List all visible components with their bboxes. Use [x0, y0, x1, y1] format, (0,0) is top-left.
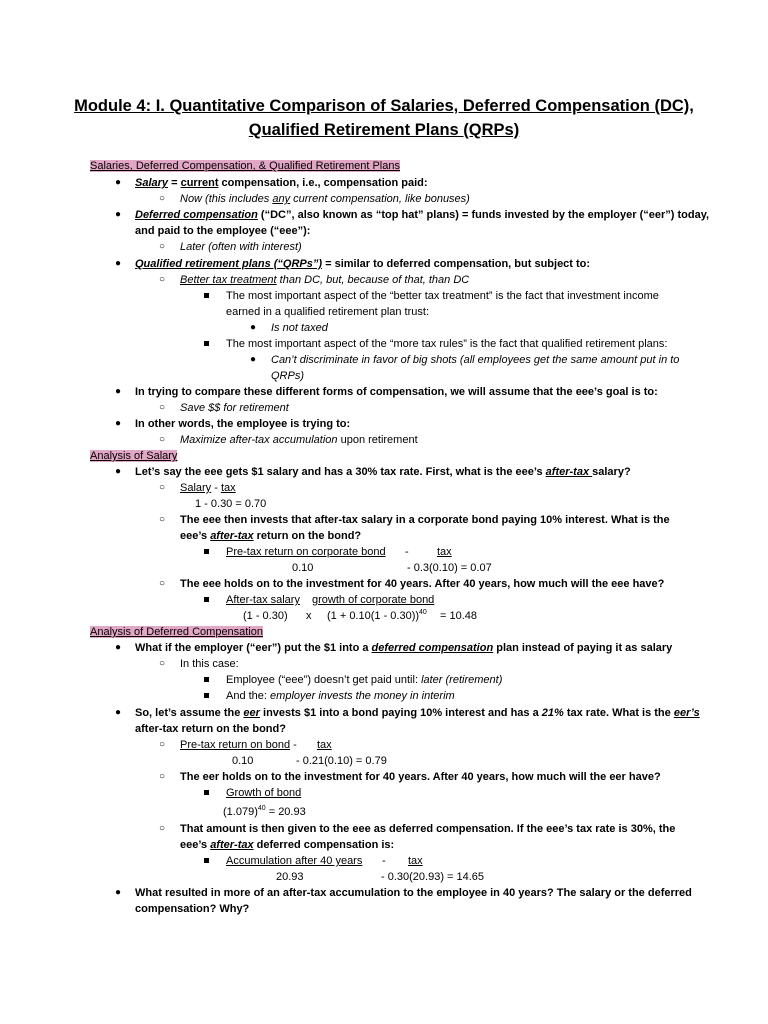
list-item-continuation: compensation? Why? [135, 903, 250, 915]
calculation: 0.10 [232, 755, 254, 767]
bullet-circle: ○ [159, 274, 166, 285]
section-heading: Salaries, Deferred Compensation, & Qualified Retirement Plans [90, 160, 400, 172]
list-item-continuation: after-tax return on the bond? [135, 723, 286, 735]
bullet-square [204, 790, 209, 795]
list-item: Salary = current compensation, i.e., compensation paid: [135, 177, 428, 189]
list-item-continuation: eee’s after-tax deferred compensation is: [180, 839, 395, 851]
bullet-dot: ● [115, 177, 122, 188]
list-item: What resulted in more of an after-tax accumulation to the employee in 40 years? The salary or the deferred [135, 887, 692, 899]
list-item: Accumulation after 40 years [226, 855, 363, 867]
list-item: And the: employer invests the money in interim [226, 690, 455, 702]
list-item: Later (often with interest) [180, 241, 302, 253]
title-line-2: Qualified Retirement Plans (QRPs) [248, 121, 520, 139]
calculation: 1 - 0.30 = 0.70 [195, 498, 267, 510]
bullet-dot: ● [250, 322, 257, 333]
calculation: (1 - 0.30) [243, 610, 288, 622]
list-item: Can’t discriminate in favor of big shots (all employees get the same amount put in to [271, 354, 680, 366]
list-item: That amount is then given to the eee as deferred compensation. If the eee’s tax rate is 30%, the [180, 823, 676, 835]
bullet-circle: ○ [159, 402, 166, 413]
section-heading: Analysis of Deferred Compensation [90, 626, 264, 638]
list-item-continuation: QRPs) [271, 370, 304, 382]
list-item: Is not taxed [271, 322, 328, 334]
list-item: The most important aspect of the “more tax rules” is the fact that qualified retirement plans: [226, 338, 668, 350]
list-item: Maximize after-tax accumulation upon retirement [180, 434, 418, 446]
bullet-dot: ● [115, 707, 122, 718]
bullet-square [204, 549, 209, 554]
operator: - [382, 855, 386, 867]
list-item: Deferred compensation (“DC”, also known as “top hat” plans) = funds invested by the employer (“eer”) today, [135, 209, 710, 221]
bullet-dot: ● [115, 887, 122, 898]
list-item: In this case: [180, 658, 239, 670]
calculation: $(1.079)^{40} = 20.93$ [223, 805, 306, 818]
bullet-dot: ● [115, 386, 122, 397]
bullet-dot: ● [115, 642, 122, 653]
list-item: Pre-tax return on bond - [180, 739, 297, 751]
list-item: After-tax salary [226, 594, 300, 606]
bullet-square [204, 858, 209, 863]
bullet-circle: ○ [159, 514, 166, 525]
list-item: Pre-tax return on corporate bond [226, 546, 386, 558]
list-item: What if the employer (“eer”) put the $1 into a deferred compensation plan instead of paying it as salary [135, 642, 673, 654]
list-item: Better tax treatment than DC, but, because of that, than DC [180, 274, 470, 286]
bullet-square [204, 597, 209, 602]
list-item-continuation: earned in a qualified retirement plan trust: [226, 306, 430, 318]
calculation: - 0.21(0.10) = 0.79 [296, 755, 387, 767]
list-item: Growth of bond [226, 787, 302, 799]
bullet-circle: ○ [159, 193, 166, 204]
list-item: In other words, the employee is trying to: [135, 418, 351, 430]
bullet-circle: ○ [159, 823, 166, 834]
calculation: 0.10 [292, 562, 314, 574]
label: tax [317, 739, 332, 751]
calculation: 20.93 [276, 871, 304, 883]
list-item: Save $$ for retirement [180, 402, 289, 414]
calculation: $(1 + 0.10(1 - 0.30))^{40}$ [327, 609, 427, 622]
section-heading: Analysis of Salary [90, 450, 178, 462]
calculation-result: = 10.48 [440, 610, 478, 622]
bullet-dot: ● [115, 466, 122, 477]
list-item-continuation: and paid to the employee (“eee”): [135, 225, 311, 237]
operator: x [306, 610, 312, 622]
bullet-circle: ○ [159, 241, 166, 252]
page-title [60, 94, 708, 142]
bullet-square [204, 341, 209, 346]
bullet-circle: ○ [159, 482, 166, 493]
bullet-dot: ● [115, 418, 122, 429]
label: growth of corporate bond [312, 594, 435, 606]
label: tax [408, 855, 423, 867]
bullet-circle: ○ [159, 658, 166, 669]
list-item: So, let’s assume the eer invests $1 into a bond paying 10% interest and has a 21% tax rate. What is the eer’s [135, 707, 700, 719]
operator: - [405, 546, 409, 558]
list-item-continuation: eee’s after-tax return on the bond? [180, 530, 362, 542]
bullet-dot: ● [250, 354, 257, 365]
list-item: Now (this includes any current compensation, like bonuses) [180, 193, 470, 205]
list-item: Salary - tax [180, 482, 236, 494]
bullet-dot: ● [115, 258, 122, 269]
label: tax [437, 546, 452, 558]
calculation-result: - 0.30(20.93) = 14.65 [381, 871, 485, 883]
list-item: The eer holds on to the investment for 40 years. After 40 years, how much will the eer have? [180, 771, 661, 783]
bullet-square [204, 677, 209, 682]
list-item: Qualified retirement plans (“QRPs”) = similar to deferred compensation, but subject to: [135, 258, 591, 270]
bullet-dot: ● [115, 209, 122, 220]
list-item: The most important aspect of the “better tax treatment” is the fact that investment income [226, 290, 659, 302]
bullet-circle: ○ [159, 578, 166, 589]
bullet-circle: ○ [159, 739, 166, 750]
bullet-circle: ○ [159, 434, 166, 445]
bullet-square [204, 293, 209, 298]
list-item: Let’s say the eee gets $1 salary and has a 30% tax rate. First, what is the eee’s after-tax salary? [135, 466, 631, 478]
title-line-1: Module 4: I. Quantitative Comparison of Salaries, Deferred Compensation (DC), [74, 97, 694, 115]
calculation: - 0.3(0.10) = 0.07 [407, 562, 492, 574]
list-item: The eee then invests that after-tax salary in a corporate bond paying 10% interest. What is the [180, 514, 670, 526]
bullet-circle: ○ [159, 771, 166, 782]
list-item: The eee holds on to the investment for 40 years. After 40 years, how much will the eee have? [180, 578, 665, 590]
list-item: In trying to compare these different forms of compensation, we will assume that the eee’s goal is to: [135, 386, 658, 398]
list-item: Employee (“eee”) doesn’t get paid until: later (retirement) [226, 674, 503, 686]
bullet-square [204, 693, 209, 698]
